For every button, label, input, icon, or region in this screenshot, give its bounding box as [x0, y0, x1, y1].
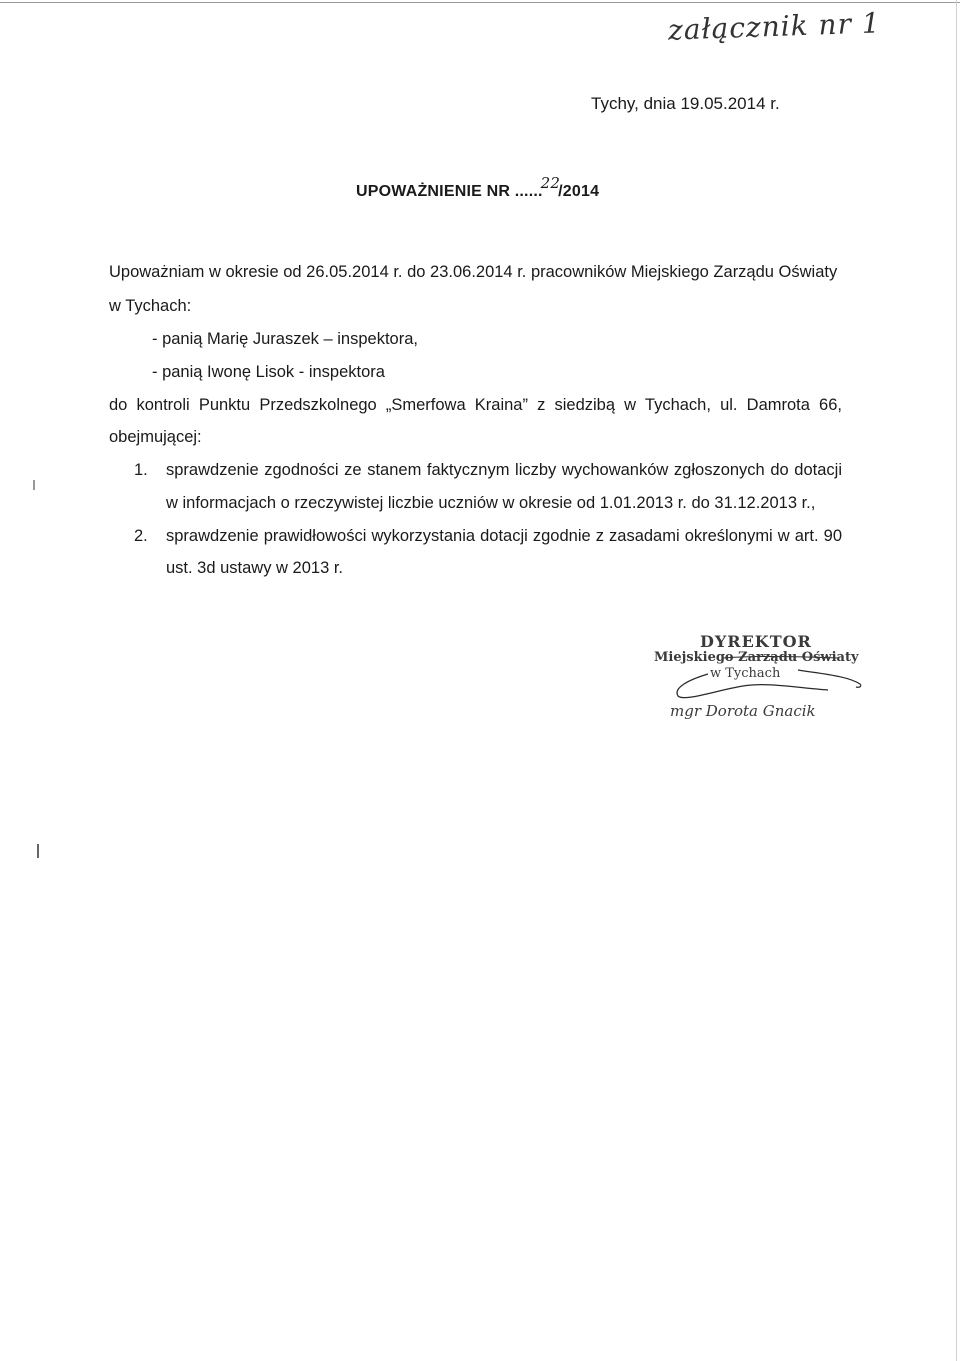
- title-suffix: /2014: [558, 183, 600, 200]
- list-item-text: sprawdzenie zgodności ze stanem faktycznym liczby wychowanków zgłoszonych do dotacji: [166, 461, 842, 479]
- authorized-person-2: - panią Iwonę Lisok - inspektora: [152, 363, 385, 381]
- list-item-text: sprawdzenie prawidłowości wykorzystania dotacji zgodnie z zasadami określonymi w art. 90: [166, 527, 842, 545]
- authorized-person-1: - panią Marię Juraszek – inspektora,: [152, 330, 418, 348]
- margin-mark: [33, 480, 35, 490]
- document-title: [356, 174, 600, 201]
- place-date: Tychy, dnia 19.05.2014 r.: [591, 94, 780, 113]
- title-prefix: UPOWAŻNIENIE NR: [356, 183, 515, 200]
- director-stamp: [648, 630, 863, 730]
- stamp-city: w Tychach: [710, 666, 781, 681]
- intro-line-1: Upoważniam w okresie od 26.05.2014 r. do 23.06.2014 r. pracowników Miejskiego Zarządu Oświaty: [109, 263, 838, 281]
- intro-line-2: w Tychach:: [109, 297, 192, 315]
- list-item-number: 1.: [134, 461, 148, 479]
- handwritten-annotation: załącznik nr 1: [667, 6, 882, 47]
- stamp-organization: Miejskiego Zarządu Oświaty: [654, 650, 859, 665]
- list-item-text: w informacjach o rzeczywistej liczbie uczniów w okresie od 1.01.2013 r. do 31.12.2013 r.,: [166, 494, 816, 512]
- scope-line-2: obejmującej:: [109, 428, 202, 446]
- title-dots: ......: [514, 183, 543, 200]
- stamp-title: DYREKTOR: [700, 632, 812, 651]
- title-number-handwritten: 22: [540, 174, 561, 192]
- stamp-signatory-name: mgr Dorota Gnacik: [670, 702, 816, 720]
- margin-mark: [37, 844, 39, 858]
- scan-edge-top: [0, 2, 960, 3]
- list-item-text: ust. 3d ustawy w 2013 r.: [166, 559, 344, 577]
- scope-line-1: do kontroli Punktu Przedszkolnego „Smerfowa Kraina” z siedzibą w Tychach, ul. Damrota 66,: [109, 396, 842, 414]
- scan-edge-right: [956, 0, 957, 1361]
- list-item-number: 2.: [134, 527, 148, 545]
